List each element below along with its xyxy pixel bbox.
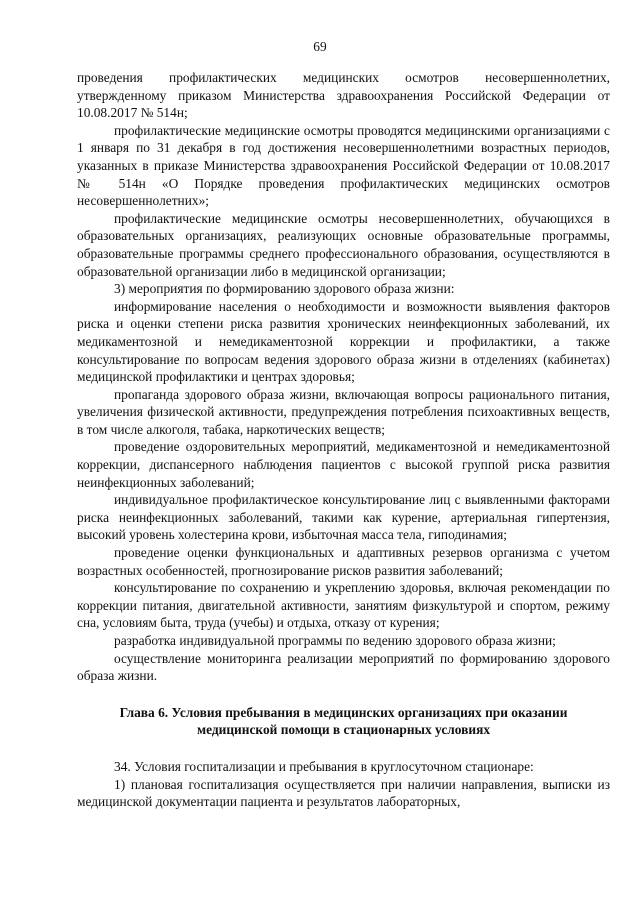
paragraph: проведения профилактических медицинских осмотров несовершеннолетних, утвержденному приказом Министерства здравоохранения Российской Федерации от 10.08.2017 № 514н; <box>77 70 610 121</box>
paragraph: информирование населения о необходимости и возможности выявления факторов риска и оценки степени риска развития хронических неинфекционных заболеваний, их медикаментозной и немедикаментозной коррекции и профилактики, а также консультирование по вопросам ведения здорового образа жизни в отделениях (кабинетах) медицинской профилактики и центрах здоровья; <box>77 298 610 385</box>
paragraph: профилактические медицинские осмотры несовершеннолетних, обучающихся в образовательных организациях, реализующих основные образовательные программы, образовательные программы среднего профессионального образования, осуществляются в образовательной организации либо в медицинской организации; <box>77 210 610 279</box>
chapter-heading: Глава 6. Условия пребывания в медицинских организациях при оказании медицинской помощи в стационарных условиях <box>119 704 568 738</box>
paragraph: консультирование по сохранению и укреплению здоровья, включая рекомендации по коррекции питания, двигательной активности, занятиям физкультурой и спортом, режиму сна, условиям быта, труда (учебы) и отдыха, отказу от курения; <box>77 580 610 631</box>
paragraph: проведение оценки функциональных и адаптивных резервов организма с учетом возрастных особенностей, прогнозирование рисков развития заболеваний; <box>77 545 610 578</box>
paragraph: пропаганда здорового образа жизни, включающая вопросы рационального питания, увеличения физической активности, предупреждения потребления психоактивных веществ, в том числе алкоголя, табака, наркотических веществ; <box>77 386 610 437</box>
paragraph: профилактические медицинские осмотры проводятся медицинскими организациями с 1 января по 31 декабря в год достижения несовершеннолетними возрастных периодов, указанных в приказе Министерства здравоохранения Российской Федерации от 10.08.2017 № 514н «О Порядке проведения профилактических медицинских осмотров несовершеннолетних»; <box>77 122 610 209</box>
paragraph: индивидуальное профилактическое консультирование лиц с выявленными факторами риска неинфекционных заболеваний, такими как курение, артериальная гипертензия, высокий уровень холестерина крови, избыточная масса тела, гиподинамия; <box>77 492 610 543</box>
paragraph: 3) мероприятия по формированию здорового образа жизни: <box>114 281 455 297</box>
page-number: 69 <box>313 39 327 54</box>
paragraph: разработка индивидуальной программы по ведению здорового образа жизни; <box>114 633 556 648</box>
section-spacer <box>77 739 610 758</box>
paragraph: 34. Условия госпитализации и пребывания в круглосуточном стационаре: <box>114 758 534 774</box>
document-body <box>77 69 610 811</box>
paragraph: 1) плановая госпитализация осуществляется при наличии направления, выписки из медицинской документации пациента и результатов лабораторных, <box>77 776 610 810</box>
paragraph: осуществление мониторинга реализации мероприятий по формированию здорового образа жизни. <box>77 650 610 684</box>
paragraph: проведение оздоровительных мероприятий, медикаментозной и немедикаментозной коррекции, диспансерного наблюдения пациентов с высокой группой риска развития неинфекционных заболеваний; <box>77 439 610 490</box>
